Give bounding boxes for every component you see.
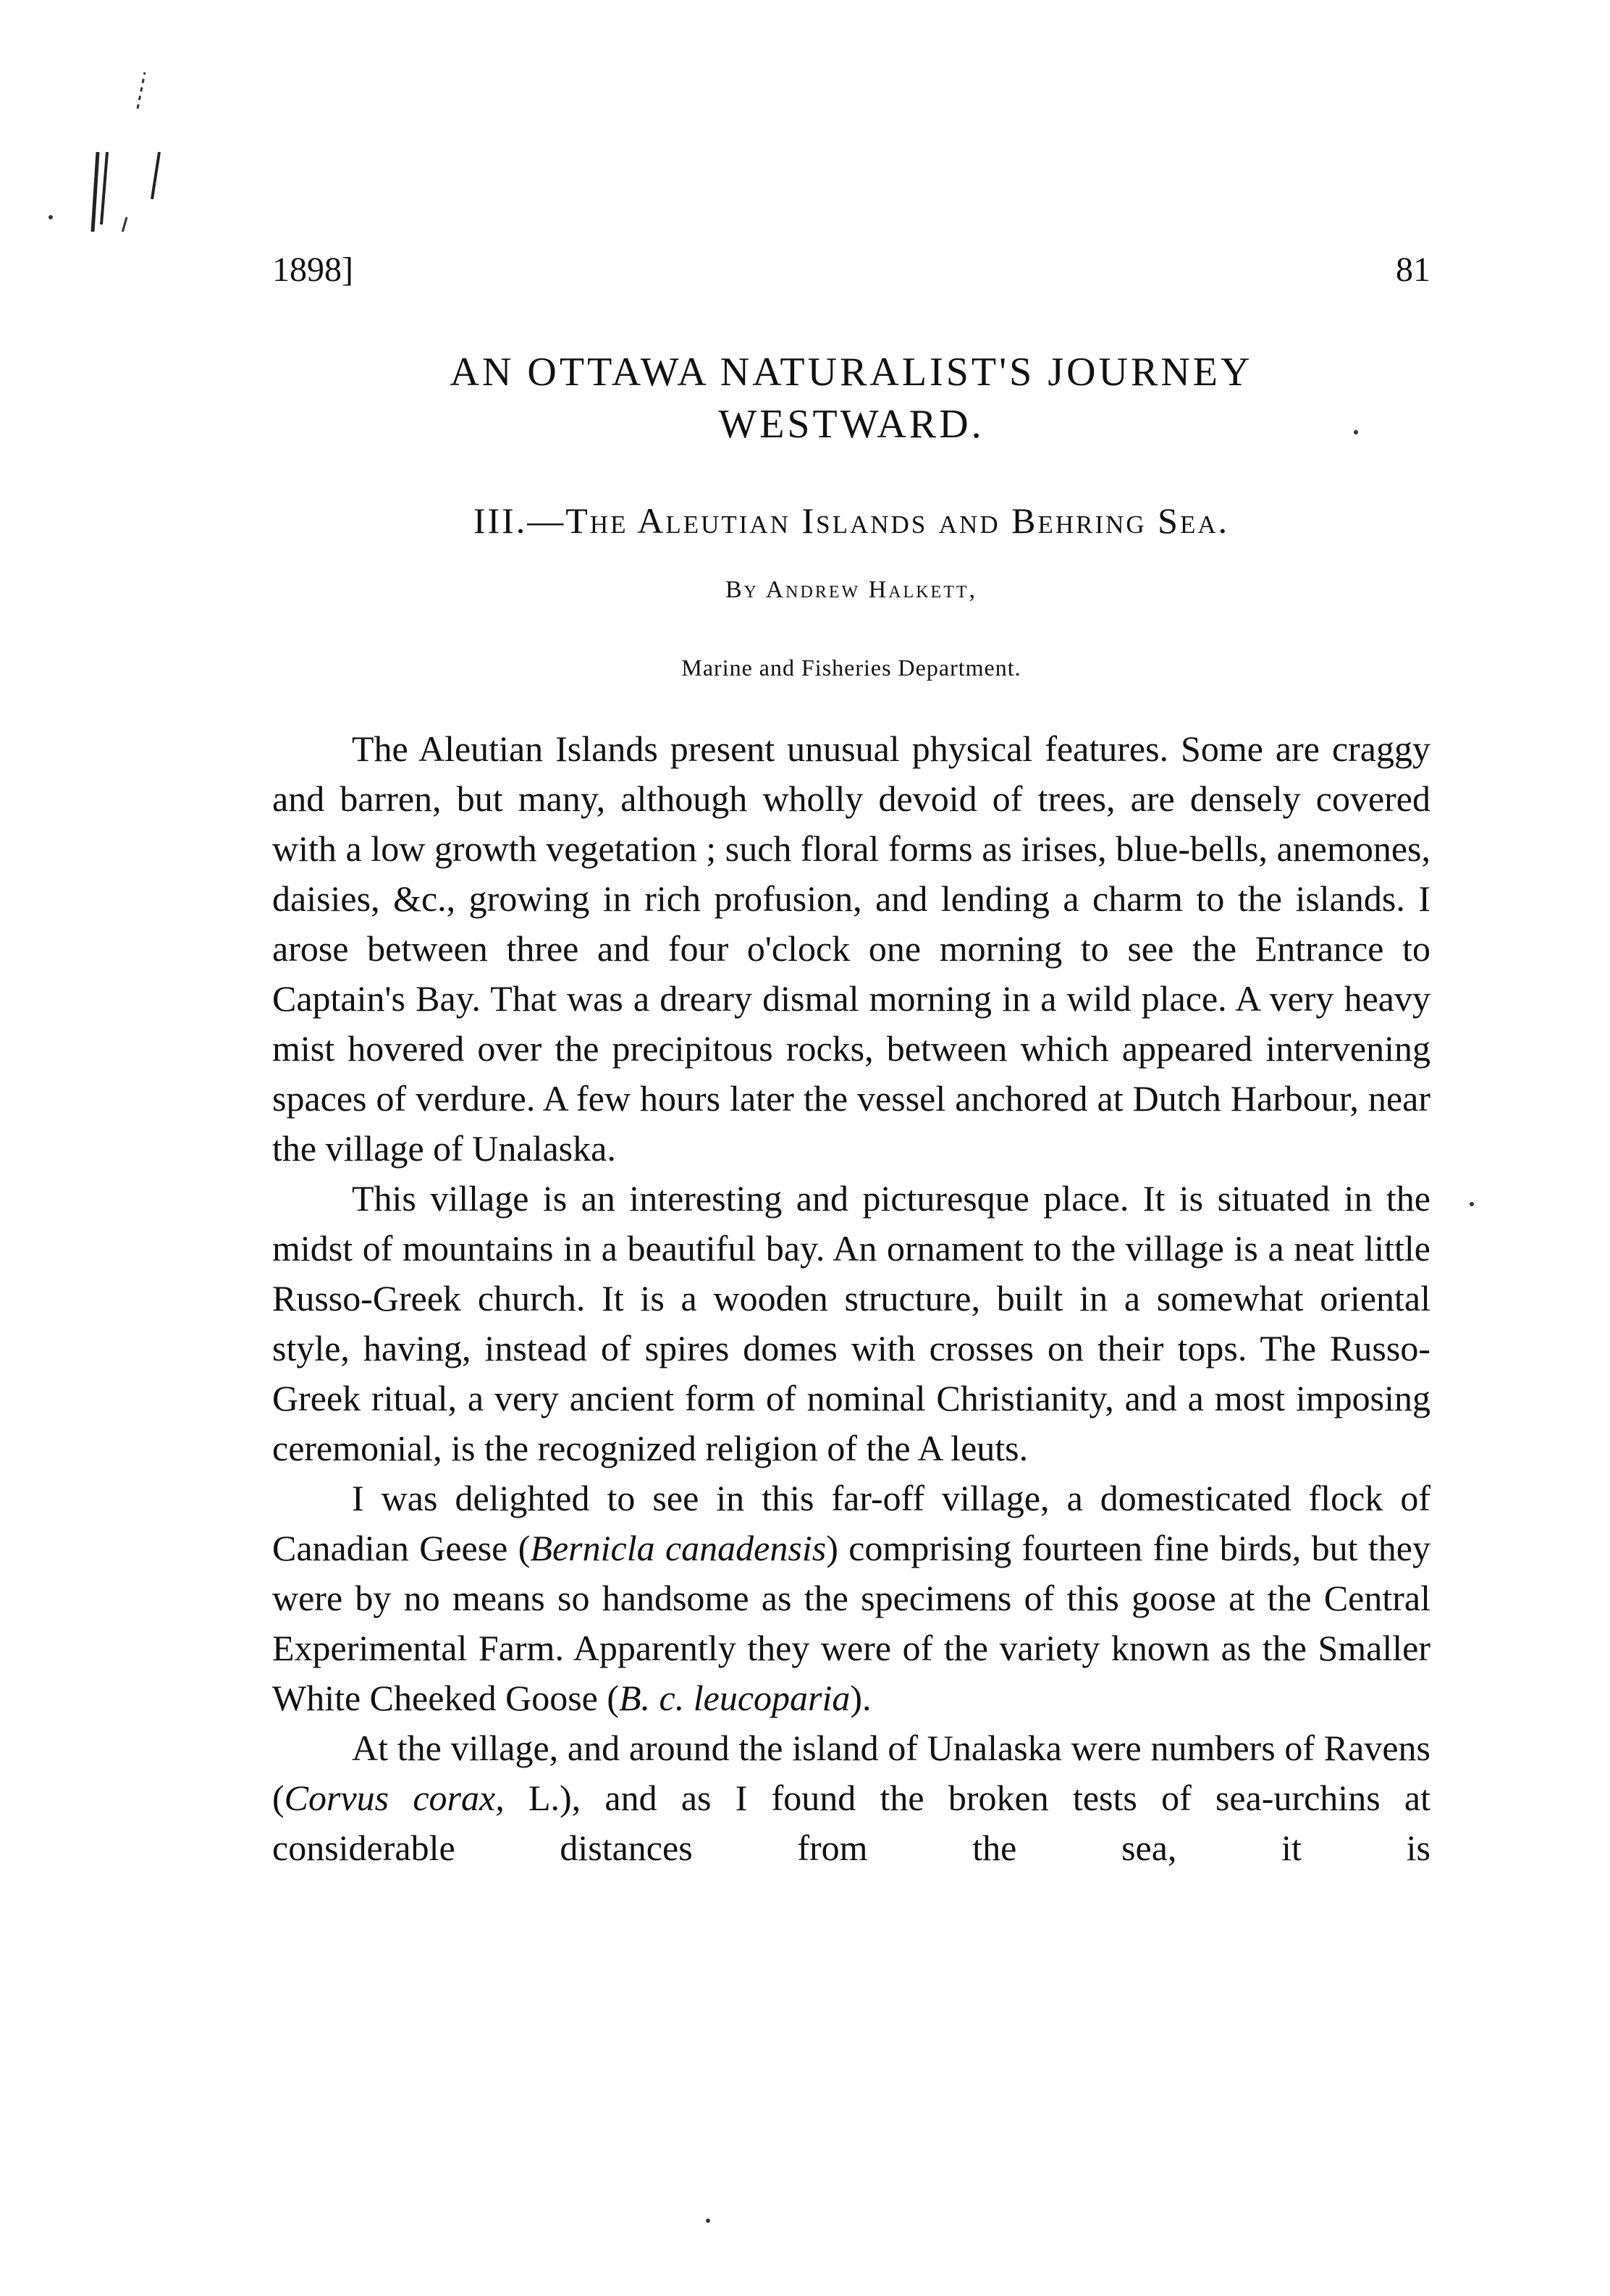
- species-name-leucoparia: B. c. leucoparia: [619, 1678, 851, 1718]
- running-head-year: 1898]: [272, 251, 353, 289]
- paragraph-3-text-c: ).: [850, 1678, 872, 1718]
- species-name-bernicla: Bernicla canadensis: [530, 1528, 827, 1568]
- paragraph-3: [272, 1473, 1430, 1723]
- print-speck: [1470, 1202, 1474, 1206]
- handwritten-margin-mark: [29, 43, 174, 232]
- paragraph-4-text-a: At the village, and around the island of Unalaska were numbers of Ravens (: [272, 1728, 1430, 1818]
- species-name-corvus: Corvus corax,: [284, 1778, 505, 1818]
- print-speck: [706, 2219, 710, 2223]
- article-body: [272, 724, 1430, 1873]
- paragraph-2: This village is an interesting and picturesque place. It is situated in the midst of mountains in a beautiful bay. An ornament to the village is a neat little Russo-Greek church. It is a wooden structure, built in a somewhat oriental style, having, instead of spires domes with crosses on their tops. The Russo-Greek ritual, a very ancient form of nominal Christianity, and a most imposing ceremonial, is the recognized religion of the A leuts.: [272, 1178, 1430, 1468]
- title-line-1: AN OTTAWA NATURALIST'S JOURNEY: [450, 350, 1253, 395]
- paragraph-1: The Aleutian Islands present unusual physical features. Some are craggy and barren, but many, although wholly devoid of trees, are densely covered with a low growth vegetation ; such floral forms as irises, blue-bells, anemones, daisies, &c., growing in rich profusion, and lending a charm to the islands. I arose between three and four o'clock one morning to see the Entrance to Captain's Bay. That was a dreary dismal morning in a wild place. A very heavy mist hovered over the precipitous rocks, between which appeared intervening spaces of verdure. A few hours later the vessel anchored at Dutch Harbour, near the village of Unalaska.: [272, 728, 1430, 1169]
- paragraph-4: [272, 1723, 1430, 1873]
- paragraph-3-text-b: ) comprising fourteen fine birds, but they were by no means so handsome as the specimens of this goose at the Central Experimental Farm. Apparently they were of the variety known as the Smaller White Cheeked Goose (: [272, 1528, 1430, 1718]
- title-line-2: WESTWARD.: [718, 402, 985, 447]
- page-number: 81: [1396, 251, 1430, 289]
- author-affiliation: Marine and Fisheries Department.: [681, 655, 1021, 681]
- paragraph-4-text-b: L.), and as I found the broken tests of sea-urchins at considerable distances from the sea, it is: [272, 1778, 1430, 1868]
- article-subtitle: III.—The Aleutian Islands and Behring Sea.: [473, 500, 1230, 541]
- print-speck: [1354, 430, 1358, 434]
- article-title: [272, 346, 1430, 450]
- paragraph-3-text-a: I was delighted to see in this far-off village, a domesticated flock of Canadian Geese (: [272, 1478, 1430, 1568]
- running-head: [272, 250, 1430, 300]
- author-byline: By Andrew Halkett,: [725, 576, 978, 603]
